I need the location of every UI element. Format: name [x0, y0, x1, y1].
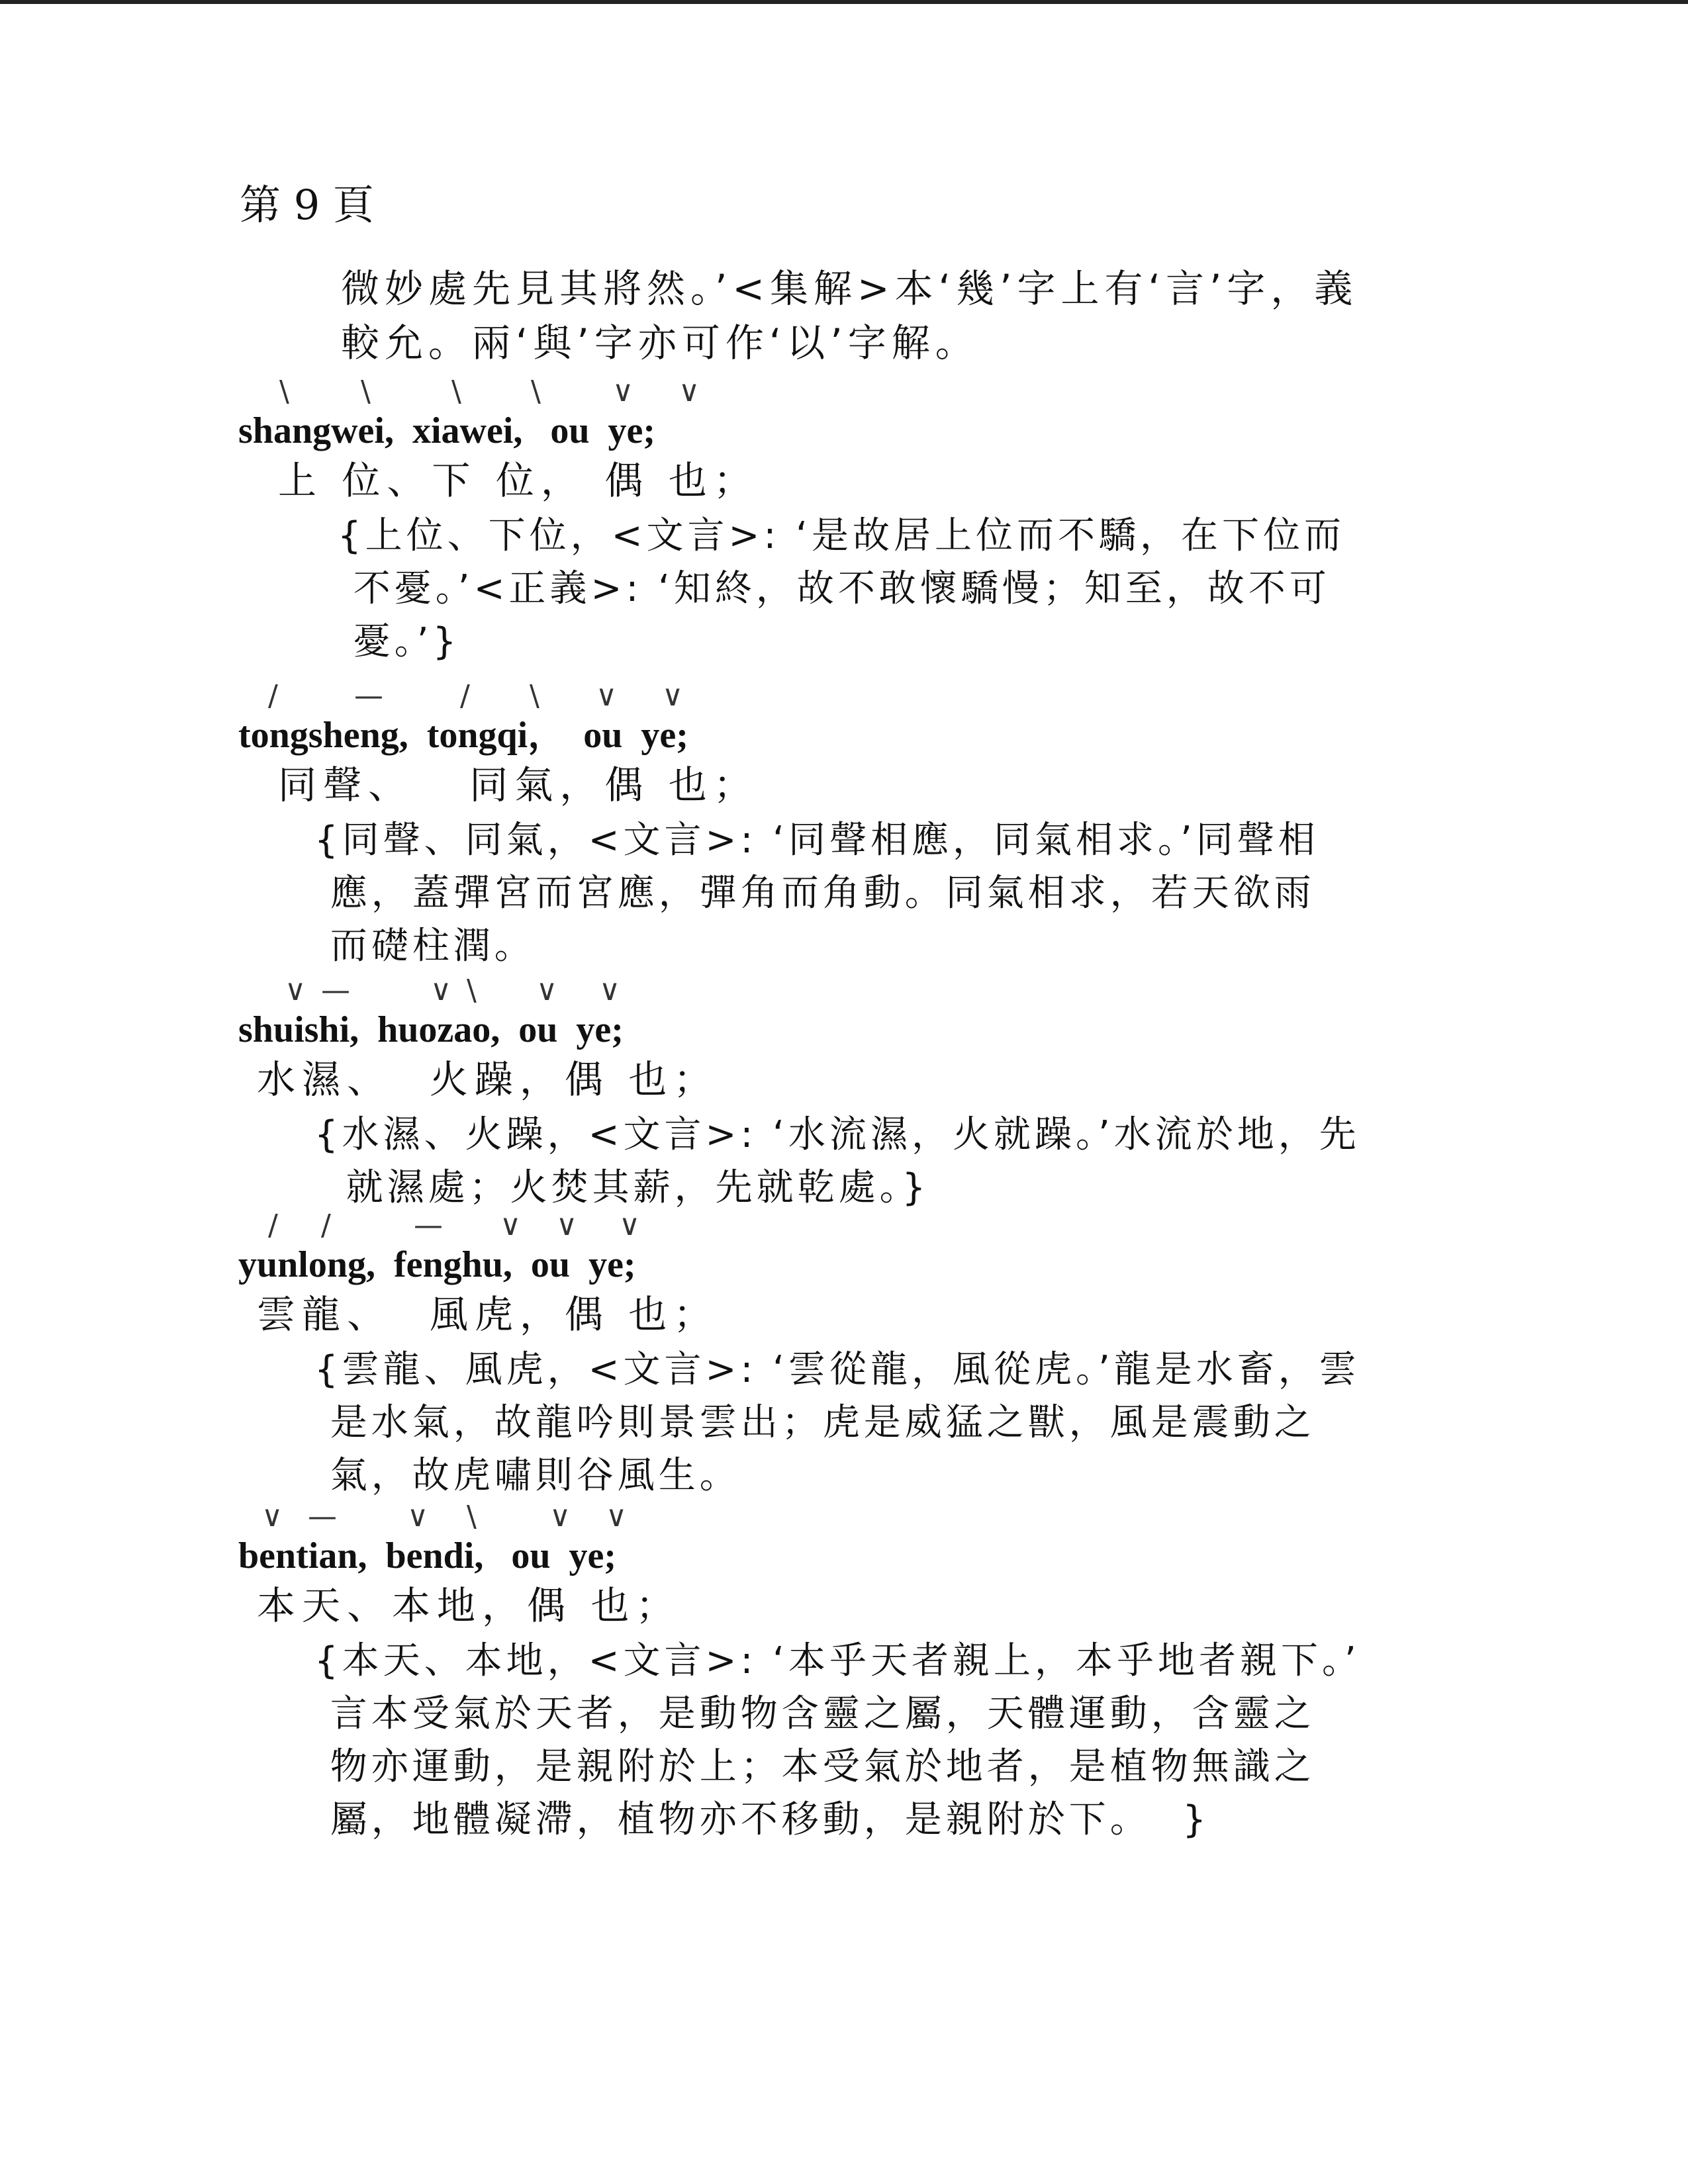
- continuation-line: 微妙處先見其將然。’<集解>本‘幾’字上有‘言’字，義: [341, 266, 1358, 311]
- commentary-line: {本天、本地，<文言>: ‘本乎天者親上，本乎地者親下。’: [314, 1639, 1360, 1682]
- hanzi-line: 上 位、下 位， 偶 也；: [278, 458, 759, 503]
- commentary-line: 就濕處；火焚其薪，先就乾處。}: [314, 1166, 930, 1209]
- commentary-line: {水濕、火躁，<文言>: ‘水流濕，火就躁。’水流於地，先: [314, 1113, 1360, 1156]
- hanzi-line: 水濕、 火躁，偶 也；: [257, 1057, 719, 1102]
- tone-mark: ∨: [606, 1500, 628, 1533]
- entry-bentian: [238, 1502, 1483, 1846]
- commentary-line: 氣，故虎嘯則谷風生。: [314, 1454, 741, 1497]
- tone-mark: \: [361, 375, 371, 408]
- commentary-line: 言本受氣於天者，是動物含靈之屬，天體運動，含靈之: [314, 1692, 1315, 1735]
- tone-mark: —: [308, 1500, 337, 1533]
- tone-marks: [238, 679, 1033, 713]
- commentary-block: [238, 1343, 1483, 1502]
- entry-yunlong: [238, 1208, 1483, 1502]
- tone-mark: /: [460, 679, 470, 713]
- continuation-line: 較允。兩‘與’字亦可作‘以’字解。: [341, 320, 979, 365]
- commentary-line: 屬，地體凝滯，植物亦不移動，是親附於下。 }: [314, 1798, 1211, 1841]
- continuation-paragraph: [341, 261, 1453, 370]
- tone-mark: —: [354, 679, 383, 713]
- tone-mark: ∨: [599, 974, 621, 1007]
- tone-mark: ∨: [556, 1208, 578, 1242]
- commentary-line: {雲龍、風虎，<文言>: ‘雲從龍，風從虎。’龍是水畜，雲: [314, 1348, 1360, 1391]
- tone-mark: ∨: [619, 1208, 641, 1242]
- entry-tongsheng: [238, 679, 1483, 973]
- romanization-line: shangwei, xiawei, ou ye;: [238, 410, 655, 451]
- commentary-line: {同聲、同氣，<文言>: ‘同聲相應，同氣相求。’同聲相: [314, 819, 1319, 862]
- commentary-line: 而礎柱潤。: [314, 925, 536, 968]
- romanization-line: tongsheng, tongqi， ou ye;: [238, 715, 688, 756]
- commentary-block: [238, 510, 1483, 668]
- hanzi-line: 本天、本地，偶 也；: [257, 1583, 681, 1628]
- tone-mark: \: [279, 375, 289, 408]
- commentary-block: [238, 814, 1483, 973]
- commentary-line: 物亦運動，是親附於上；本受氣於地者，是植物無識之: [314, 1745, 1315, 1788]
- romanization-line: yunlong, fenghu, ou ye;: [238, 1244, 636, 1285]
- tone-mark: ∨: [261, 1500, 283, 1533]
- tone-mark: \: [530, 679, 539, 713]
- tone-mark: ∨: [679, 375, 700, 408]
- commentary-line: 不憂。’<正義>: ‘知終，故不敢懷驕慢；知至，故不可: [338, 567, 1331, 610]
- tone-marks: [238, 1208, 1033, 1242]
- hanzi-line: 同聲、 同氣，偶 也；: [278, 762, 759, 807]
- tone-mark: ∨: [536, 974, 558, 1007]
- romanization-line: shuishi, huozao, ou ye;: [238, 1009, 624, 1050]
- entry-shangwei: [238, 377, 1483, 668]
- tone-mark: \: [531, 375, 541, 408]
- tone-mark: \: [467, 1500, 477, 1533]
- tone-mark: ∨: [596, 679, 618, 713]
- entry-shuishi: [238, 976, 1483, 1214]
- tone-marks: [238, 976, 1033, 1007]
- tone-mark: ∨: [500, 1208, 522, 1242]
- tone-mark: ∨: [407, 1500, 429, 1533]
- tone-mark: \: [467, 974, 477, 1007]
- tone-mark: —: [321, 974, 350, 1007]
- page-number-header: 第 9 頁: [240, 181, 374, 229]
- commentary-line: 是水氣，故龍吟則景雲出；虎是威猛之獸，風是震動之: [314, 1401, 1315, 1444]
- tone-mark: ∨: [612, 375, 634, 408]
- tone-mark: ∨: [662, 679, 684, 713]
- commentary-block: [238, 1109, 1483, 1214]
- scan-top-border: [0, 0, 1688, 4]
- tone-mark: —: [414, 1208, 443, 1242]
- romanization-line: bentian, bendi, ou ye;: [238, 1535, 616, 1576]
- tone-mark: /: [268, 1208, 278, 1242]
- commentary-line: 憂。’}: [338, 620, 461, 663]
- commentary-line: {上位、下位，<文言>: ‘是故居上位而不驕，在下位而: [338, 514, 1345, 557]
- commentary-line: 應，蓋彈宮而宮應，彈角而角動。同氣相求，若天欲雨: [314, 872, 1315, 915]
- tone-marks: [238, 1502, 1033, 1533]
- hanzi-line: 雲龍、 風虎，偶 也；: [257, 1292, 719, 1337]
- tone-mark: ∨: [285, 974, 306, 1007]
- tone-mark: /: [321, 1208, 331, 1242]
- tone-mark: \: [451, 375, 461, 408]
- tone-mark: ∨: [549, 1500, 571, 1533]
- tone-mark: /: [268, 679, 278, 713]
- tone-mark: ∨: [430, 974, 452, 1007]
- commentary-block: [238, 1635, 1483, 1846]
- tone-marks: [238, 377, 1033, 408]
